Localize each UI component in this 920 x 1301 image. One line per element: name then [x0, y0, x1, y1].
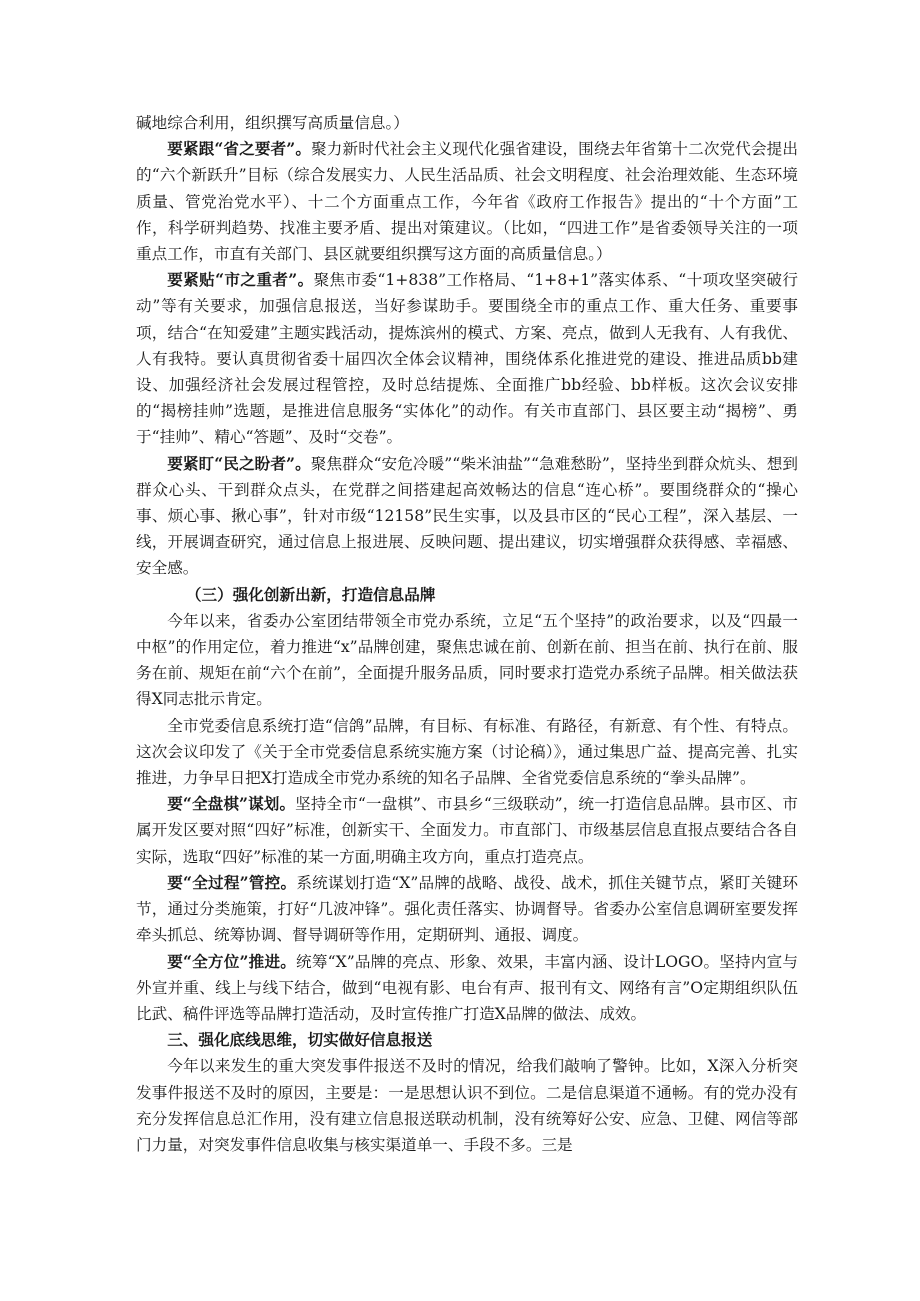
paragraph-body: 聚焦市委“1+838”工作格局、“1+8+1”落实体系、“十项攻坚突破行动”等有关要求，加强信息报送，当好参谋助手。要围绕全市的重点工作、重大任务、重要事项，结合“在知爱建”主题实践活动，提炼滨州的模式、方案、亮点，做到人无我有、人有我优、人有我特。要认真贯彻省委十届四次全体会议精神，围绕体系化推进党的建设、推进品质bb建设、加强经济社会发展过程管控，及时总结提炼、全面推广bb经验、bb样板。这次会议安排的“揭榜挂帅”选题，是推进信息服务“实体化”的动作。有关市直部门、县区要主动“揭榜”、勇于“挂帅”、精心“答题”、及时“交卷”。 — [136, 271, 798, 447]
paragraph-body: 系统谋划打造“X”品牌的战略、战役、战术，抓住关键节点，紧盯关键环节，通过分类施策，打好“几波冲锋”。强化责任落实、协调督导。省委办公室信息调研室要发挥牵头抓总、统筹协调、督导调研等作用，定期研判、通报、调度。 — [136, 873, 798, 945]
paragraph-body: 统筹“X”品牌的亮点、形象、效果，丰富内涵、设计LOGO。坚持内宣与外宣并重、线上与线下结合，做到“电视有影、电台有声、报刊有文、网络有言”O定期组织队伍比武、稿件评选等品牌打造活动，及时宣传推广打造X品牌的做法、成效。 — [136, 952, 798, 1023]
lead-phrase: 要紧盯“民之盼者”。 — [167, 453, 311, 473]
section-heading: 三、强化底线思维，切实做好信息报送 — [167, 1030, 433, 1050]
paragraph-all-round — [136, 949, 798, 1028]
paragraph-brand-xinge: 全市党委信息系统打造“信鸽”品牌，有目标、有标准、有路径，有新意、有个性、有特点。这次会议印发了《关于全市党委信息系统实施方案（讨论稿）》，通过集思广益、提高完善、扎实推进，力争早日把X打造成全市党办系统的知名子品牌、全省党委信息系统的“拳头品牌”。 — [136, 716, 798, 788]
paragraph-body: 坚持全市“一盘棋”、市县乡“三级联动”，统一打造信息品牌。县市区、市属开发区要对照“四好”标准，创新实干、全面发力。市直部门、市级基层信息直报点要结合各自实际，选取“四好”标准的某一方面,明确主攻方向，重点打造亮点。 — [136, 795, 798, 866]
paragraph-reporting: 今年以来发生的重大突发事件报送不及时的情况，给我们敲响了警钟。比如，X深入分析突发事件报送不及时的原因，主要是：一是思想认识不到位。二是信息渠道不通畅。有的党办没有充分发挥信息总汇作用，没有建立信息报送联动机制，没有统筹好公安、应急、卫健、网信等部门力量，对突发事件信息收集与核实渠道单一、手段不多。三是 — [136, 1057, 798, 1154]
paragraph-city-priorities — [136, 267, 798, 450]
paragraph-province-priorities — [136, 136, 798, 267]
lead-phrase: 要紧贴“市之重者”。 — [167, 270, 314, 290]
paragraph-brand-intro: 今年以来，省委办公室团结带领全市党办系统，立足“五个坚持”的政治要求，以及“四最一中枢”的作用定位，着力推进“x”品牌创建，聚焦忠诚在前、创新在前、担当在前、执行在前、服务在前、规矩在前“六个在前”，全面提升服务品质，同时要求打造党办系统子品牌。相关做法获得X同志批示肯定。 — [136, 611, 798, 709]
paragraph-continuation: 碱地综合利用，组织撰写高质量信息。） — [136, 114, 409, 132]
paragraph-body: 聚焦群众“安危冷暖”“柴米油盐”“急难愁盼”，坚持坐到群众炕头、想到群众心头、干到群众点头，在党群之间搭建起高效畅达的信息“连心桥”。要围绕群众的“操心事、烦心事、揪心事”，针对市级“12158”民生实事，以及县市区的“民心工程”，深入基层、一线，开展调查研究，通过信息上报进展、反映问题、提出建议，切实增强群众获得感、幸福感、安全感。 — [136, 454, 798, 578]
lead-phrase: 要“全方位”推进。 — [167, 951, 297, 971]
paragraph-whole-process — [136, 870, 798, 949]
paragraph-body: 聚力新时代社会主义现代化强省建设，围绕去年省第十二次党代会提出的“六个新跃升”目标（综合发展实力、人民生活品质、社会文明程度、社会治理效能、生态环境质量、管党治党水平）、十二个方面重点工作，今年省《政府工作报告》提出的“十个方面”工作，科学研判趋势、找准主要矛盾、提出对策建议。（比如，“四进工作”是省委领导关注的一项重点工作，市直有关部门、县区就要组织撰写这方面的高质量信息。） — [136, 140, 798, 264]
paragraph-people-expectations — [136, 451, 798, 582]
subsection-heading: （三）强化创新出新，打造信息品牌 — [185, 584, 436, 604]
paragraph-whole-board — [136, 791, 798, 870]
lead-phrase: 要“全过程”管控。 — [167, 872, 297, 892]
lead-phrase: 要紧跟“省之要者”。 — [167, 139, 312, 159]
lead-phrase: 要“全盘棋”谋划。 — [167, 794, 296, 814]
